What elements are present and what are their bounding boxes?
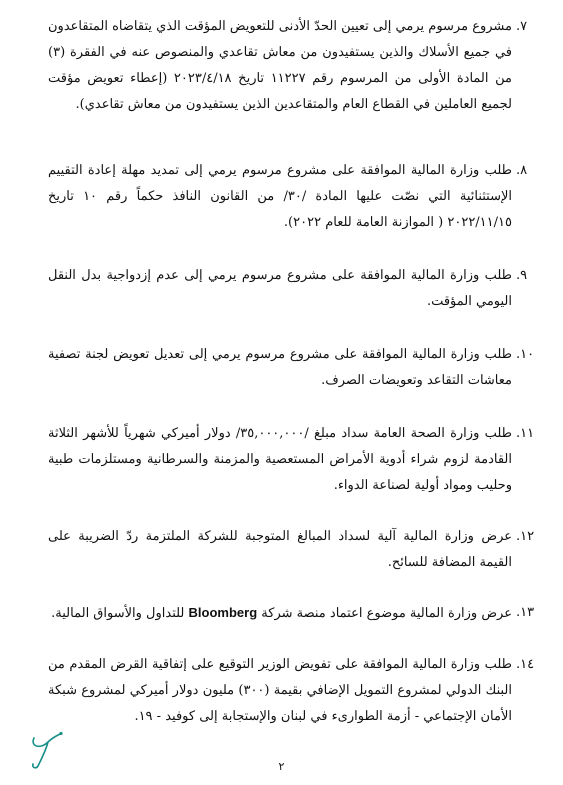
item-number: ١٢. [516,529,535,544]
bloomberg-name: Bloomberg [188,605,258,620]
agenda-item-12 [48,524,535,576]
item-number: ٨. [516,163,528,178]
item-text: طلب وزارة المالية الموافقة على مشروع مرسوم يرمي إلى تعديل تعويض لجنة تصفية معاشات التقاعد وتعويضات الصرف. [48,347,512,388]
item-text: طلب وزارة المالية الموافقة على مشروع مرسوم يرمي إلى تمديد مهلة إعادة التقييم الإستثنائية التي نصّت عليها المادة /٣٠/ من القانون النافذ حكماً رقم ١٠ تاريخ ٢٠٢٢/١١/١٥ ( الموازنة العامة للعام ٢٠٢٢). [48,163,513,230]
agenda-item-8 [48,158,528,236]
item-number: ١٣. [516,605,535,620]
item-number: ١١. [516,426,535,441]
item-number: ١٠. [516,347,535,362]
item-text-after: للتداول والأسواق المالية. [51,606,189,621]
agenda-item-7 [48,14,528,118]
item-text: طلب وزارة المالية الموافقة على مشروع مرسوم يرمي إلى عدم إزدواجية بدل النقل اليومي المؤقت. [48,268,512,309]
item-number: ٧. [516,19,528,34]
agenda-item-14 [48,652,535,730]
agenda-item-9 [48,263,528,315]
agenda-item-10 [48,342,535,394]
item-text: طلب وزارة المالية الموافقة على تفويض الوزير التوقيع على إتفاقية القرض المقدم من البنك الدولي لمشروع التمويل الإضافي بقيمة (٣٠٠) مليون دولار أميركي لمشروع شبكة الأمان الإجتماعي - أزمة الطوارىء في لبنان والإستجابة إلى كوفيد - ١٩. [48,657,512,724]
agenda-item-11 [48,421,535,499]
item-number: ٩. [516,268,528,283]
page-number: ٢ [278,760,285,773]
item-text: مشروع مرسوم يرمي إلى تعيين الحدّ الأدنى للتعويض المؤقت الذي يتقاضاه المتقاعدون في جميع الأسلاك والذين يستفيدون من معاش تقاعدي والمنصوص عنه في الفقرة (٣) من المادة الأولى من المرسوم رقم ١١٢٢٧ تاريخ ٢٠٢٣/٤/١٨ (إعطاء تعويض مؤقت لجميع العاملين في القطاع العام والمتقاعدين الذين يستفيدون من معاش تقاعدي). [48,19,512,112]
item-number: ١٤. [516,657,535,672]
item-text: طلب وزارة الصحة العامة سداد مبلغ /٣٥,٠٠٠,٠٠٠/ دولار أميركي شهرياً للأشهر الثلاثة القادمة لزوم شراء أدوية الأمراض المستعصية والمزمنة والسرطانية ومستلزمات طبية وحليب ومواد أولية لصناعة الدواء. [48,426,512,493]
item-text [48,600,512,627]
agenda-item-13 [48,600,535,627]
item-text: عرض وزارة المالية آلية لسداد المبالغ المتوجبة للشركة الملتزمة ردّ الضريبة على القيمة المضافة للسائح. [48,529,512,570]
item-text-before: عرض وزارة المالية موضوع اعتماد منصة شركة [257,606,512,621]
